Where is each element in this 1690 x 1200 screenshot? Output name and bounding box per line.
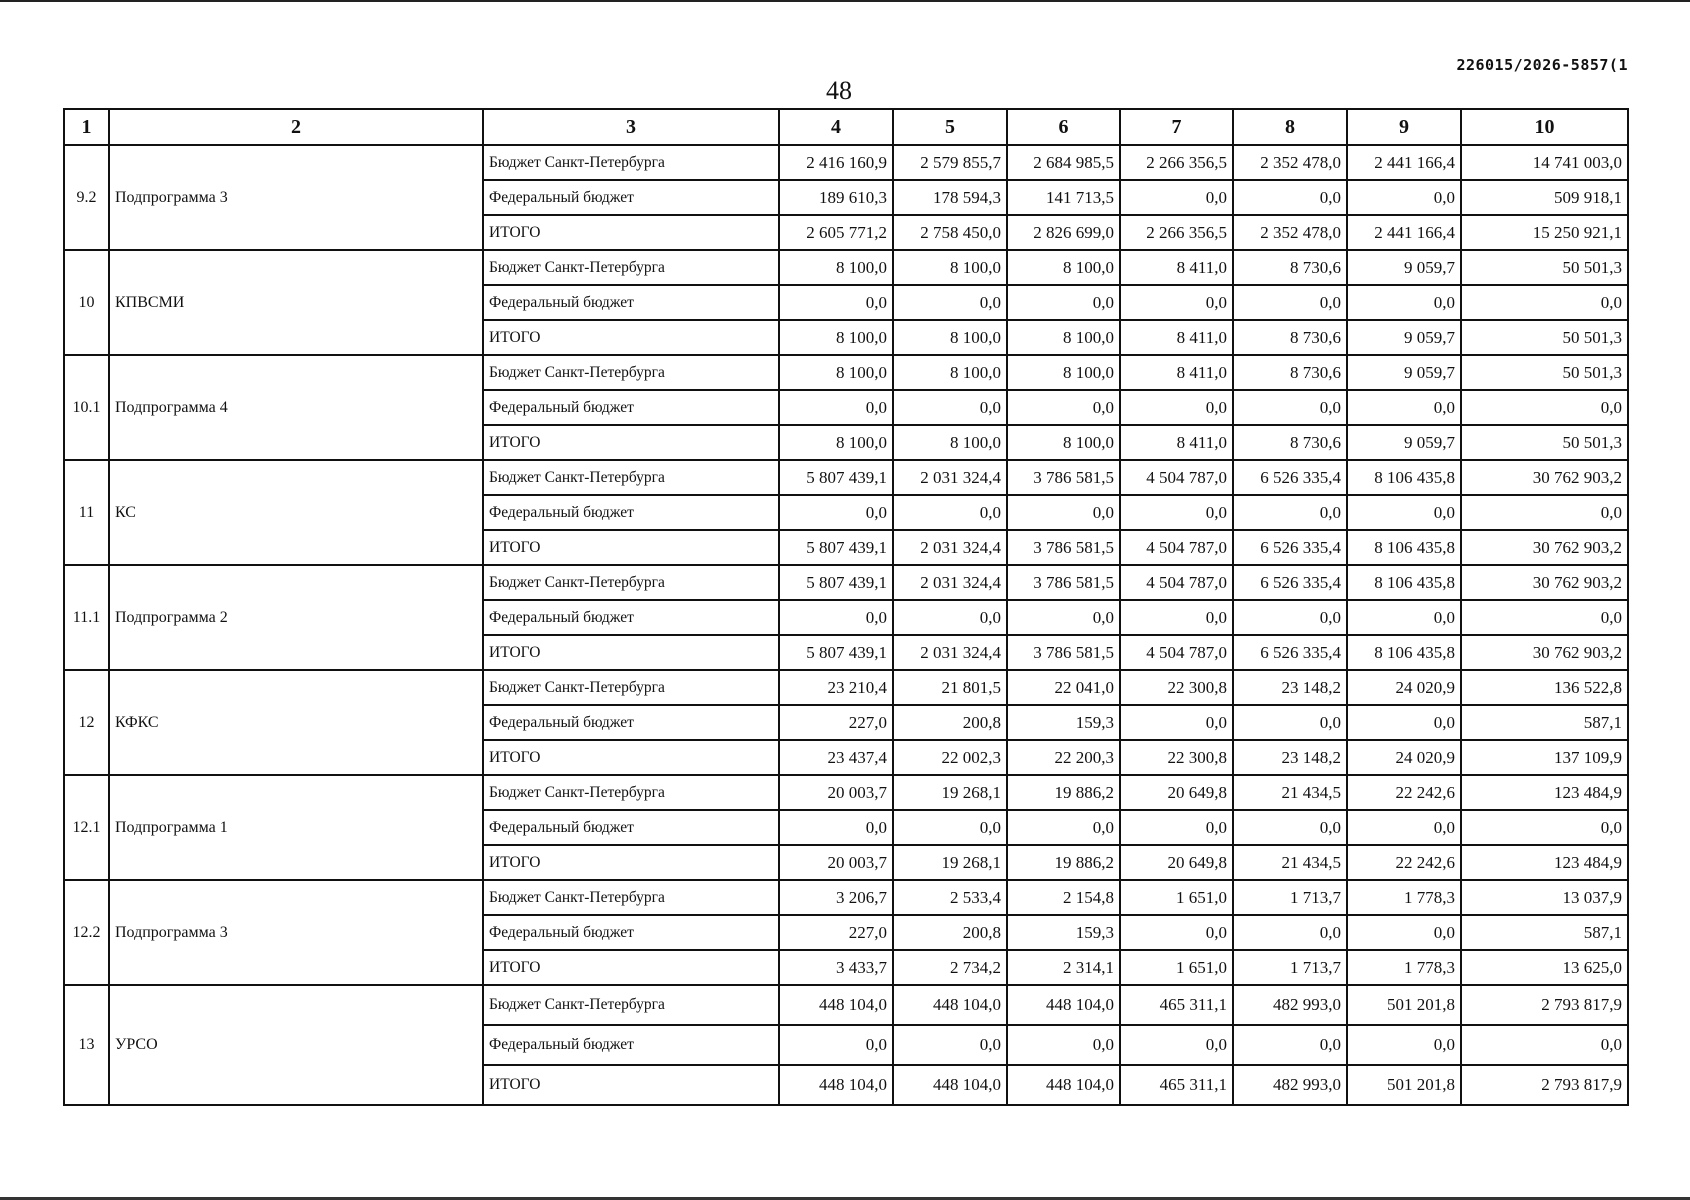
total-value-cell: 2 793 817,9	[1461, 985, 1628, 1025]
value-cell: 2 352 478,0	[1233, 145, 1347, 180]
table-row	[64, 355, 1628, 390]
value-cell: 2 533,4	[893, 880, 1007, 915]
funding-source-cell: Федеральный бюджет	[483, 810, 779, 845]
column-header: 8	[1233, 109, 1347, 145]
value-cell: 2 758 450,0	[893, 215, 1007, 250]
value-cell: 1 713,7	[1233, 950, 1347, 985]
row-index-cell: 12.1	[64, 775, 109, 880]
value-cell: 0,0	[779, 495, 893, 530]
value-cell: 8 100,0	[1007, 355, 1120, 390]
total-value-cell: 14 741 003,0	[1461, 145, 1628, 180]
value-cell: 0,0	[1347, 1025, 1461, 1065]
value-cell: 8 100,0	[779, 355, 893, 390]
total-value-cell: 0,0	[1461, 1025, 1628, 1065]
funding-source-cell: ИТОГО	[483, 1065, 779, 1105]
total-value-cell: 587,1	[1461, 705, 1628, 740]
value-cell: 0,0	[779, 810, 893, 845]
value-cell: 8 106 435,8	[1347, 635, 1461, 670]
value-cell: 2 352 478,0	[1233, 215, 1347, 250]
value-cell: 2 031 324,4	[893, 530, 1007, 565]
total-value-cell: 0,0	[1461, 810, 1628, 845]
column-header: 2	[109, 109, 483, 145]
funding-source-cell: ИТОГО	[483, 215, 779, 250]
value-cell: 9 059,7	[1347, 320, 1461, 355]
value-cell: 22 002,3	[893, 740, 1007, 775]
program-name-cell: Подпрограмма 3	[109, 145, 483, 250]
value-cell: 22 300,8	[1120, 740, 1233, 775]
value-cell: 20 003,7	[779, 845, 893, 880]
value-cell: 0,0	[1233, 1025, 1347, 1065]
program-name-cell: УРСО	[109, 985, 483, 1105]
value-cell: 0,0	[1120, 705, 1233, 740]
value-cell: 8 100,0	[893, 250, 1007, 285]
value-cell: 5 807 439,1	[779, 635, 893, 670]
value-cell: 3 786 581,5	[1007, 530, 1120, 565]
total-value-cell: 0,0	[1461, 285, 1628, 320]
value-cell: 0,0	[1347, 285, 1461, 320]
program-name-cell: Подпрограмма 2	[109, 565, 483, 670]
value-cell: 19 268,1	[893, 775, 1007, 810]
value-cell: 21 434,5	[1233, 775, 1347, 810]
column-header: 3	[483, 109, 779, 145]
value-cell: 6 526 335,4	[1233, 635, 1347, 670]
table-row	[64, 880, 1628, 915]
value-cell: 22 041,0	[1007, 670, 1120, 705]
value-cell: 0,0	[1120, 495, 1233, 530]
value-cell: 22 242,6	[1347, 775, 1461, 810]
funding-source-cell: Федеральный бюджет	[483, 1025, 779, 1065]
top-border	[0, 0, 1690, 2]
value-cell: 0,0	[1120, 390, 1233, 425]
funding-source-cell: Бюджет Санкт-Петербурга	[483, 880, 779, 915]
funding-source-cell: ИТОГО	[483, 635, 779, 670]
value-cell: 2 684 985,5	[1007, 145, 1120, 180]
column-header: 1	[64, 109, 109, 145]
value-cell: 0,0	[1120, 285, 1233, 320]
value-cell: 0,0	[1007, 285, 1120, 320]
value-cell: 8 100,0	[893, 355, 1007, 390]
value-cell: 2 579 855,7	[893, 145, 1007, 180]
value-cell: 227,0	[779, 705, 893, 740]
value-cell: 8 730,6	[1233, 320, 1347, 355]
value-cell: 0,0	[893, 495, 1007, 530]
value-cell: 5 807 439,1	[779, 565, 893, 600]
value-cell: 0,0	[893, 285, 1007, 320]
total-value-cell: 50 501,3	[1461, 320, 1628, 355]
table-row	[64, 460, 1628, 495]
total-value-cell: 30 762 903,2	[1461, 460, 1628, 495]
column-header: 6	[1007, 109, 1120, 145]
value-cell: 0,0	[1347, 810, 1461, 845]
value-cell: 0,0	[1347, 915, 1461, 950]
value-cell: 19 886,2	[1007, 775, 1120, 810]
value-cell: 448 104,0	[779, 1065, 893, 1105]
value-cell: 8 100,0	[1007, 425, 1120, 460]
value-cell: 3 786 581,5	[1007, 565, 1120, 600]
total-value-cell: 30 762 903,2	[1461, 565, 1628, 600]
document-code: 226015/2026-5857(1	[1456, 56, 1628, 74]
value-cell: 1 651,0	[1120, 950, 1233, 985]
program-name-cell: КС	[109, 460, 483, 565]
value-cell: 8 100,0	[779, 250, 893, 285]
value-cell: 0,0	[1120, 180, 1233, 215]
value-cell: 3 786 581,5	[1007, 460, 1120, 495]
row-index-cell: 13	[64, 985, 109, 1105]
value-cell: 19 268,1	[893, 845, 1007, 880]
value-cell: 0,0	[779, 1025, 893, 1065]
column-header: 9	[1347, 109, 1461, 145]
total-value-cell: 30 762 903,2	[1461, 635, 1628, 670]
funding-source-cell: Федеральный бюджет	[483, 915, 779, 950]
column-header: 5	[893, 109, 1007, 145]
value-cell: 0,0	[893, 390, 1007, 425]
value-cell: 0,0	[1233, 915, 1347, 950]
value-cell: 159,3	[1007, 915, 1120, 950]
total-value-cell: 587,1	[1461, 915, 1628, 950]
value-cell: 8 730,6	[1233, 250, 1347, 285]
total-value-cell: 2 793 817,9	[1461, 1065, 1628, 1105]
total-value-cell: 15 250 921,1	[1461, 215, 1628, 250]
funding-source-cell: Бюджет Санкт-Петербурга	[483, 355, 779, 390]
value-cell: 0,0	[1347, 600, 1461, 635]
value-cell: 8 100,0	[779, 320, 893, 355]
program-name-cell: Подпрограмма 1	[109, 775, 483, 880]
row-index-cell: 11.1	[64, 565, 109, 670]
value-cell: 23 437,4	[779, 740, 893, 775]
value-cell: 9 059,7	[1347, 425, 1461, 460]
value-cell: 4 504 787,0	[1120, 530, 1233, 565]
value-cell: 8 100,0	[779, 425, 893, 460]
value-cell: 6 526 335,4	[1233, 565, 1347, 600]
value-cell: 482 993,0	[1233, 985, 1347, 1025]
value-cell: 19 886,2	[1007, 845, 1120, 880]
row-index-cell: 10.1	[64, 355, 109, 460]
value-cell: 0,0	[1233, 285, 1347, 320]
value-cell: 2 826 699,0	[1007, 215, 1120, 250]
value-cell: 8 100,0	[893, 320, 1007, 355]
budget-table	[63, 108, 1629, 1106]
value-cell: 1 778,3	[1347, 880, 1461, 915]
value-cell: 2 266 356,5	[1120, 145, 1233, 180]
value-cell: 3 433,7	[779, 950, 893, 985]
value-cell: 2 314,1	[1007, 950, 1120, 985]
program-name-cell: Подпрограмма 3	[109, 880, 483, 985]
value-cell: 0,0	[1007, 390, 1120, 425]
value-cell: 8 730,6	[1233, 425, 1347, 460]
value-cell: 189 610,3	[779, 180, 893, 215]
value-cell: 8 730,6	[1233, 355, 1347, 390]
value-cell: 0,0	[1007, 600, 1120, 635]
value-cell: 0,0	[779, 600, 893, 635]
total-value-cell: 30 762 903,2	[1461, 530, 1628, 565]
funding-source-cell: Федеральный бюджет	[483, 495, 779, 530]
value-cell: 448 104,0	[779, 985, 893, 1025]
funding-source-cell: ИТОГО	[483, 320, 779, 355]
value-cell: 482 993,0	[1233, 1065, 1347, 1105]
value-cell: 2 031 324,4	[893, 460, 1007, 495]
value-cell: 501 201,8	[1347, 1065, 1461, 1105]
value-cell: 0,0	[779, 285, 893, 320]
funding-source-cell: Бюджет Санкт-Петербурга	[483, 460, 779, 495]
total-value-cell: 0,0	[1461, 390, 1628, 425]
value-cell: 9 059,7	[1347, 355, 1461, 390]
value-cell: 4 504 787,0	[1120, 635, 1233, 670]
value-cell: 2 416 160,9	[779, 145, 893, 180]
table-row	[64, 250, 1628, 285]
page-number: 48	[826, 76, 852, 105]
value-cell: 6 526 335,4	[1233, 460, 1347, 495]
value-cell: 1 651,0	[1120, 880, 1233, 915]
value-cell: 8 106 435,8	[1347, 565, 1461, 600]
value-cell: 0,0	[1347, 390, 1461, 425]
value-cell: 2 031 324,4	[893, 565, 1007, 600]
funding-source-cell: Федеральный бюджет	[483, 390, 779, 425]
value-cell: 448 104,0	[1007, 985, 1120, 1025]
funding-source-cell: Бюджет Санкт-Петербурга	[483, 145, 779, 180]
total-value-cell: 136 522,8	[1461, 670, 1628, 705]
value-cell: 0,0	[1120, 600, 1233, 635]
value-cell: 178 594,3	[893, 180, 1007, 215]
funding-source-cell: ИТОГО	[483, 740, 779, 775]
value-cell: 159,3	[1007, 705, 1120, 740]
value-cell: 227,0	[779, 915, 893, 950]
program-name-cell: КПВСМИ	[109, 250, 483, 355]
value-cell: 8 100,0	[1007, 320, 1120, 355]
value-cell: 21 434,5	[1233, 845, 1347, 880]
value-cell: 0,0	[1233, 705, 1347, 740]
value-cell: 5 807 439,1	[779, 460, 893, 495]
total-value-cell: 0,0	[1461, 600, 1628, 635]
total-value-cell: 123 484,9	[1461, 845, 1628, 880]
column-header: 4	[779, 109, 893, 145]
value-cell: 1 778,3	[1347, 950, 1461, 985]
value-cell: 0,0	[1120, 915, 1233, 950]
total-value-cell: 123 484,9	[1461, 775, 1628, 810]
value-cell: 200,8	[893, 915, 1007, 950]
row-index-cell: 10	[64, 250, 109, 355]
value-cell: 24 020,9	[1347, 740, 1461, 775]
value-cell: 8 100,0	[1007, 250, 1120, 285]
value-cell: 465 311,1	[1120, 1065, 1233, 1105]
value-cell: 0,0	[1007, 1025, 1120, 1065]
total-value-cell: 50 501,3	[1461, 425, 1628, 460]
table-row	[64, 145, 1628, 180]
value-cell: 0,0	[1347, 705, 1461, 740]
value-cell: 8 100,0	[893, 425, 1007, 460]
value-cell: 2 441 166,4	[1347, 145, 1461, 180]
value-cell: 8 106 435,8	[1347, 530, 1461, 565]
column-header: 10	[1461, 109, 1628, 145]
value-cell: 4 504 787,0	[1120, 460, 1233, 495]
value-cell: 23 148,2	[1233, 670, 1347, 705]
value-cell: 24 020,9	[1347, 670, 1461, 705]
value-cell: 2 734,2	[893, 950, 1007, 985]
value-cell: 2 441 166,4	[1347, 215, 1461, 250]
value-cell: 0,0	[1120, 810, 1233, 845]
funding-source-cell: Бюджет Санкт-Петербурга	[483, 670, 779, 705]
header-row	[64, 109, 1628, 145]
value-cell: 8 411,0	[1120, 425, 1233, 460]
value-cell: 22 200,3	[1007, 740, 1120, 775]
funding-source-cell: Федеральный бюджет	[483, 600, 779, 635]
value-cell: 3 206,7	[779, 880, 893, 915]
table-row	[64, 985, 1628, 1025]
total-value-cell: 13 037,9	[1461, 880, 1628, 915]
value-cell: 0,0	[1347, 495, 1461, 530]
total-value-cell: 0,0	[1461, 495, 1628, 530]
value-cell: 2 266 356,5	[1120, 215, 1233, 250]
total-value-cell: 13 625,0	[1461, 950, 1628, 985]
value-cell: 2 154,8	[1007, 880, 1120, 915]
value-cell: 22 242,6	[1347, 845, 1461, 880]
table-row	[64, 565, 1628, 600]
value-cell: 0,0	[1007, 495, 1120, 530]
table-row	[64, 670, 1628, 705]
table-body	[64, 145, 1628, 1105]
value-cell: 20 003,7	[779, 775, 893, 810]
value-cell: 3 786 581,5	[1007, 635, 1120, 670]
row-index-cell: 12	[64, 670, 109, 775]
total-value-cell: 50 501,3	[1461, 355, 1628, 390]
funding-source-cell: Бюджет Санкт-Петербурга	[483, 565, 779, 600]
value-cell: 4 504 787,0	[1120, 565, 1233, 600]
value-cell: 0,0	[1233, 495, 1347, 530]
value-cell: 448 104,0	[893, 1065, 1007, 1105]
program-name-cell: КФКС	[109, 670, 483, 775]
value-cell: 20 649,8	[1120, 845, 1233, 880]
funding-source-cell: ИТОГО	[483, 425, 779, 460]
value-cell: 21 801,5	[893, 670, 1007, 705]
value-cell: 465 311,1	[1120, 985, 1233, 1025]
row-index-cell: 9.2	[64, 145, 109, 250]
funding-source-cell: Федеральный бюджет	[483, 180, 779, 215]
value-cell: 8 106 435,8	[1347, 460, 1461, 495]
value-cell: 8 411,0	[1120, 320, 1233, 355]
value-cell: 8 411,0	[1120, 250, 1233, 285]
value-cell: 0,0	[1120, 1025, 1233, 1065]
value-cell: 0,0	[893, 600, 1007, 635]
value-cell: 0,0	[1347, 180, 1461, 215]
program-name-cell: Подпрограмма 4	[109, 355, 483, 460]
value-cell: 5 807 439,1	[779, 530, 893, 565]
value-cell: 0,0	[1007, 810, 1120, 845]
value-cell: 0,0	[893, 1025, 1007, 1065]
value-cell: 22 300,8	[1120, 670, 1233, 705]
funding-source-cell: Бюджет Санкт-Петербурга	[483, 250, 779, 285]
value-cell: 0,0	[1233, 390, 1347, 425]
value-cell: 20 649,8	[1120, 775, 1233, 810]
value-cell: 9 059,7	[1347, 250, 1461, 285]
value-cell: 23 210,4	[779, 670, 893, 705]
row-index-cell: 12.2	[64, 880, 109, 985]
total-value-cell: 50 501,3	[1461, 250, 1628, 285]
total-value-cell: 137 109,9	[1461, 740, 1628, 775]
value-cell: 0,0	[893, 810, 1007, 845]
value-cell: 0,0	[1233, 600, 1347, 635]
value-cell: 448 104,0	[893, 985, 1007, 1025]
funding-source-cell: ИТОГО	[483, 845, 779, 880]
funding-source-cell: ИТОГО	[483, 530, 779, 565]
value-cell: 2 031 324,4	[893, 635, 1007, 670]
value-cell: 6 526 335,4	[1233, 530, 1347, 565]
value-cell: 0,0	[779, 390, 893, 425]
funding-source-cell: Федеральный бюджет	[483, 285, 779, 320]
table-row	[64, 775, 1628, 810]
column-header: 7	[1120, 109, 1233, 145]
value-cell: 23 148,2	[1233, 740, 1347, 775]
value-cell: 0,0	[1233, 810, 1347, 845]
funding-source-cell: Бюджет Санкт-Петербурга	[483, 775, 779, 810]
funding-source-cell: Федеральный бюджет	[483, 705, 779, 740]
value-cell: 200,8	[893, 705, 1007, 740]
value-cell: 0,0	[1233, 180, 1347, 215]
value-cell: 8 411,0	[1120, 355, 1233, 390]
value-cell: 501 201,8	[1347, 985, 1461, 1025]
value-cell: 1 713,7	[1233, 880, 1347, 915]
funding-source-cell: ИТОГО	[483, 950, 779, 985]
value-cell: 2 605 771,2	[779, 215, 893, 250]
value-cell: 448 104,0	[1007, 1065, 1120, 1105]
row-index-cell: 11	[64, 460, 109, 565]
total-value-cell: 509 918,1	[1461, 180, 1628, 215]
value-cell: 141 713,5	[1007, 180, 1120, 215]
funding-source-cell: Бюджет Санкт-Петербурга	[483, 985, 779, 1025]
